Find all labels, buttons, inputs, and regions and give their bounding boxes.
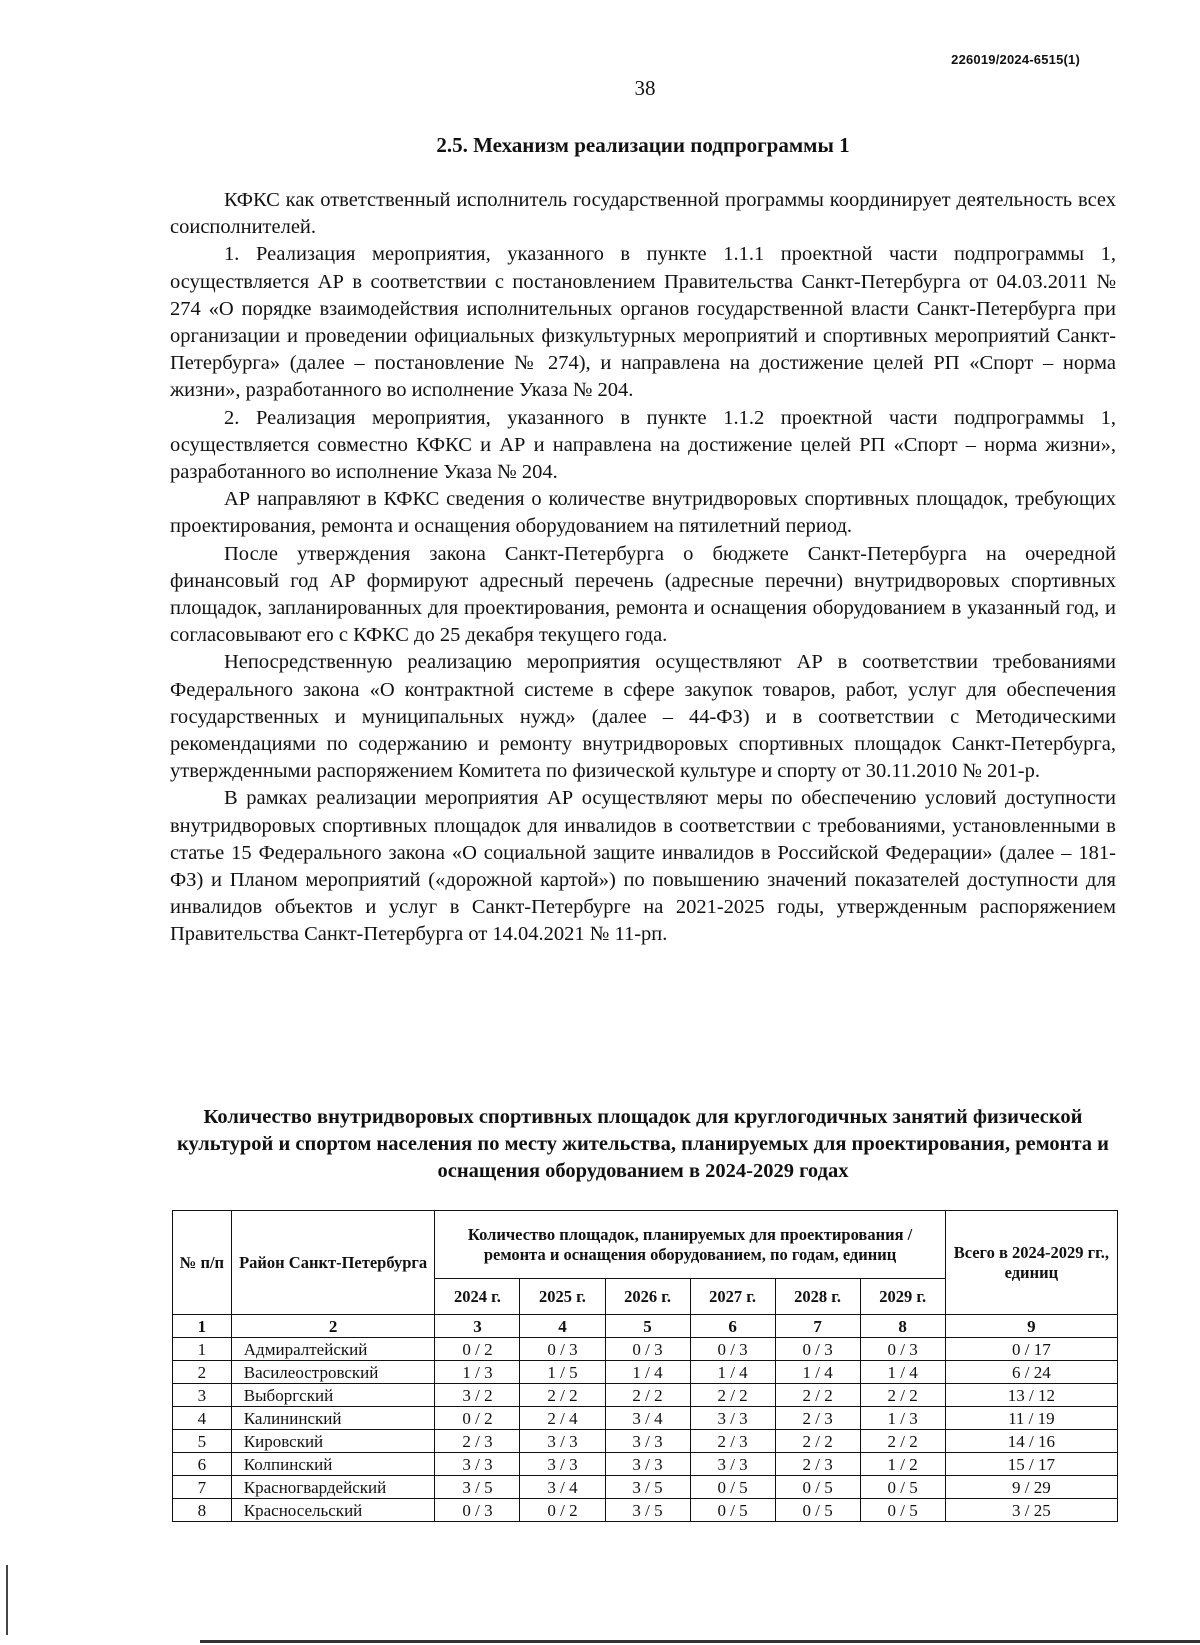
row-number: 2 bbox=[173, 1361, 232, 1384]
column-index: 7 bbox=[775, 1315, 860, 1338]
body-text bbox=[170, 187, 1116, 949]
column-index: 9 bbox=[945, 1315, 1117, 1338]
header-group: Количество площадок, планируемых для проектирования / ремонта и оснащения оборудованием, по годам, единиц bbox=[435, 1211, 945, 1279]
year-value: 0 / 3 bbox=[860, 1338, 945, 1361]
header-year: 2024 г. bbox=[435, 1279, 520, 1315]
table-row bbox=[173, 1430, 1118, 1453]
row-number: 4 bbox=[173, 1407, 232, 1430]
column-index: 1 bbox=[173, 1315, 232, 1338]
header-total: Всего в 2024-2029 гг., единиц bbox=[945, 1211, 1117, 1315]
year-value: 1 / 2 bbox=[860, 1453, 945, 1476]
header-year: 2027 г. bbox=[690, 1279, 775, 1315]
district-name: Красногвардейский bbox=[231, 1476, 435, 1499]
year-value: 0 / 5 bbox=[860, 1476, 945, 1499]
district-name: Кировский bbox=[231, 1430, 435, 1453]
scan-bottom-rule bbox=[200, 1640, 1200, 1643]
year-value: 3 / 4 bbox=[520, 1476, 605, 1499]
table-row bbox=[173, 1476, 1118, 1499]
table-row bbox=[173, 1407, 1118, 1430]
paragraph: АР направляют в КФКС сведения о количестве внутридворовых спортивных площадок, требующих проектирования, ремонта и оснащения оборудованием на пятилетний период. bbox=[170, 488, 1116, 538]
total-value: 14 / 16 bbox=[945, 1430, 1117, 1453]
document-id: 226019/2024-6515(1) bbox=[951, 52, 1080, 67]
year-value: 1 / 4 bbox=[860, 1361, 945, 1384]
table-row bbox=[173, 1361, 1118, 1384]
year-value: 0 / 2 bbox=[435, 1338, 520, 1361]
total-value: 9 / 29 bbox=[945, 1476, 1117, 1499]
year-value: 2 / 2 bbox=[860, 1384, 945, 1407]
row-number: 7 bbox=[173, 1476, 232, 1499]
district-name: Колпинский bbox=[231, 1453, 435, 1476]
row-number: 5 bbox=[173, 1430, 232, 1453]
year-value: 3 / 2 bbox=[435, 1384, 520, 1407]
year-value: 2 / 2 bbox=[520, 1384, 605, 1407]
year-value: 0 / 3 bbox=[520, 1338, 605, 1361]
year-value: 2 / 3 bbox=[690, 1430, 775, 1453]
table-row bbox=[173, 1499, 1118, 1522]
column-index: 4 bbox=[520, 1315, 605, 1338]
year-value: 3 / 5 bbox=[605, 1476, 690, 1499]
page-number: 38 bbox=[634, 76, 656, 100]
paragraph: КФКС как ответственный исполнитель государственной программы координирует деятельность всех соисполнителей. bbox=[170, 189, 1116, 239]
year-value: 1 / 5 bbox=[520, 1361, 605, 1384]
column-index: 2 bbox=[231, 1315, 435, 1338]
year-value: 3 / 3 bbox=[605, 1453, 690, 1476]
year-value: 2 / 2 bbox=[690, 1384, 775, 1407]
year-value: 0 / 5 bbox=[775, 1476, 860, 1499]
table-row bbox=[173, 1338, 1118, 1361]
header-district: Район Санкт-Петербурга bbox=[231, 1211, 435, 1315]
table-row bbox=[173, 1453, 1118, 1476]
row-number: 6 bbox=[173, 1453, 232, 1476]
paragraph: Непосредственную реализацию мероприятия осуществляют АР в соответствии требованиями Федерального закона «О контрактной системе в сфере закупок товаров, работ, услуг для обеспечения государственных и муниципальных нужд» (далее – 44-ФЗ) и в соответствии с Методическими рекомендациями по содержанию и ремонту внутридворовых спортивных площадок Санкт-Петербурга, утвержденными распоряжением Комитета по физической культуре и спорту от 30.11.2010 № 201-р. bbox=[170, 651, 1116, 783]
table-row bbox=[173, 1384, 1118, 1407]
year-value: 1 / 4 bbox=[775, 1361, 860, 1384]
column-index: 8 bbox=[860, 1315, 945, 1338]
year-value: 3 / 3 bbox=[690, 1453, 775, 1476]
row-number: 3 bbox=[173, 1384, 232, 1407]
year-value: 0 / 3 bbox=[775, 1338, 860, 1361]
total-value: 15 / 17 bbox=[945, 1453, 1117, 1476]
district-name: Василеостровский bbox=[231, 1361, 435, 1384]
sports-grounds-table bbox=[172, 1210, 1118, 1522]
year-value: 3 / 3 bbox=[520, 1453, 605, 1476]
year-value: 3 / 5 bbox=[435, 1476, 520, 1499]
year-value: 3 / 3 bbox=[520, 1430, 605, 1453]
scan-margin-line bbox=[6, 1565, 8, 1635]
total-value: 0 / 17 bbox=[945, 1338, 1117, 1361]
year-value: 0 / 2 bbox=[435, 1407, 520, 1430]
district-name: Калининский bbox=[231, 1407, 435, 1430]
year-value: 3 / 3 bbox=[690, 1407, 775, 1430]
year-value: 0 / 3 bbox=[435, 1499, 520, 1522]
year-value: 2 / 2 bbox=[775, 1384, 860, 1407]
year-value: 2 / 2 bbox=[605, 1384, 690, 1407]
year-value: 2 / 3 bbox=[775, 1407, 860, 1430]
year-value: 3 / 3 bbox=[435, 1453, 520, 1476]
year-value: 2 / 2 bbox=[860, 1430, 945, 1453]
district-name: Красносельский bbox=[231, 1499, 435, 1522]
year-value: 3 / 3 bbox=[605, 1430, 690, 1453]
year-value: 3 / 4 bbox=[605, 1407, 690, 1430]
year-value: 1 / 3 bbox=[860, 1407, 945, 1430]
row-number: 8 bbox=[173, 1499, 232, 1522]
column-index: 5 bbox=[605, 1315, 690, 1338]
district-name: Адмиралтейский bbox=[231, 1338, 435, 1361]
year-value: 0 / 5 bbox=[860, 1499, 945, 1522]
year-value: 0 / 2 bbox=[520, 1499, 605, 1522]
header-no: № п/п bbox=[173, 1211, 232, 1315]
total-value: 11 / 19 bbox=[945, 1407, 1117, 1430]
paragraph: После утверждения закона Санкт-Петербурга о бюджете Санкт-Петербурга на очередной финансовый год АР формируют адресный перечень (адресные перечни) внутридворовых спортивных площадок, запланированных для проектирования, ремонта и оснащения оборудованием в указанный год, и согласовывают его с КФКС до 25 декабря текущего года. bbox=[170, 542, 1116, 647]
column-index-row bbox=[173, 1315, 1118, 1338]
year-value: 0 / 5 bbox=[690, 1476, 775, 1499]
district-name: Выборгский bbox=[231, 1384, 435, 1407]
column-index: 3 bbox=[435, 1315, 520, 1338]
total-value: 3 / 25 bbox=[945, 1499, 1117, 1522]
header-year: 2025 г. bbox=[520, 1279, 605, 1315]
year-value: 0 / 3 bbox=[690, 1338, 775, 1361]
year-value: 2 / 3 bbox=[435, 1430, 520, 1453]
year-value: 2 / 3 bbox=[775, 1453, 860, 1476]
paragraph: 1. Реализация мероприятия, указанного в пункте 1.1.1 проектной части подпрограммы 1, осуществляется АР в соответствии с постановлением Правительства Санкт-Петербурга от 04.03.2011 № 274 «О порядке взаимодействия исполнительных органов государственной власти Санкт-Петербурга при организации и проведении официальных физкультурных мероприятий и спортивных мероприятий Санкт-Петербурга» (далее – постановление № 274), и направлена на достижение целей РП «Спорт – норма жизни», разработанного во исполнение Указа № 204. bbox=[170, 243, 1116, 402]
total-value: 13 / 12 bbox=[945, 1384, 1117, 1407]
year-value: 0 / 5 bbox=[690, 1499, 775, 1522]
row-number: 1 bbox=[173, 1338, 232, 1361]
year-value: 2 / 2 bbox=[775, 1430, 860, 1453]
table-title: Количество внутридворовых спортивных площадок для круглогодичных занятий физической культурой и спортом населения по месту жительства, планируемых для проектирования, ремонта и оснащения оборудованием в 2024-2029 годах bbox=[177, 1106, 1109, 1182]
year-value: 1 / 4 bbox=[690, 1361, 775, 1384]
paragraph: В рамках реализации мероприятия АР осуществляют меры по обеспечению условий доступности внутридворовых спортивных площадок для инвалидов в соответствии с требованиями, установленными в статье 15 Федерального закона «О социальной защите инвалидов в Российской Федерации» (далее – 181-ФЗ) и Планом мероприятий («дорожной картой») по повышению значений показателей доступности для инвалидов объектов и услуг в Санкт-Петербурге на 2021-2025 годы, утвержденным распоряжением Правительства Санкт-Петербурга от 14.04.2021 № 11-рп. bbox=[170, 787, 1116, 946]
total-value: 6 / 24 bbox=[945, 1361, 1117, 1384]
year-value: 0 / 3 bbox=[605, 1338, 690, 1361]
header-year: 2029 г. bbox=[860, 1279, 945, 1315]
section-title: 2.5. Механизм реализации подпрограммы 1 bbox=[436, 133, 850, 157]
paragraph: 2. Реализация мероприятия, указанного в пункте 1.1.2 проектной части подпрограммы 1, осуществляется совместно КФКС и АР и направлена на достижение целей РП «Спорт – норма жизни», разработанного во исполнение Указа № 204. bbox=[170, 406, 1116, 484]
year-value: 1 / 3 bbox=[435, 1361, 520, 1384]
year-value: 1 / 4 bbox=[605, 1361, 690, 1384]
header-year: 2028 г. bbox=[775, 1279, 860, 1315]
year-value: 3 / 5 bbox=[605, 1499, 690, 1522]
year-value: 2 / 4 bbox=[520, 1407, 605, 1430]
header-year: 2026 г. bbox=[605, 1279, 690, 1315]
column-index: 6 bbox=[690, 1315, 775, 1338]
year-value: 0 / 5 bbox=[775, 1499, 860, 1522]
